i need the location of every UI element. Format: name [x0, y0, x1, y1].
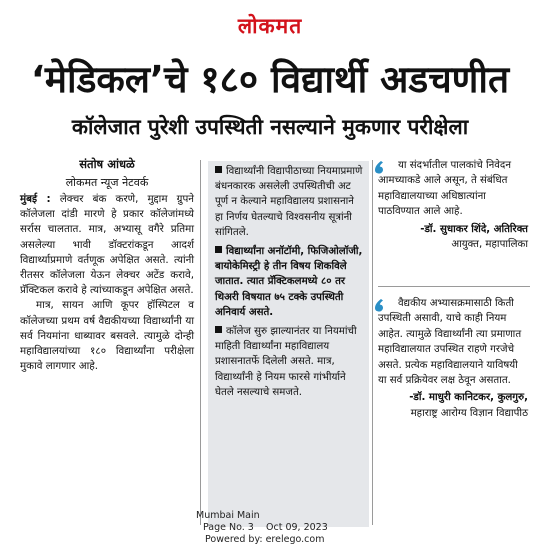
paragraph-2: मात्र, सायन आणि कूपर हॉस्पिटल व कॉलेजच्या प्रथम वर्ष वैद्यकीयच्या विद्यार्थ्यांनी या सर्व नियमांना धाब्यावर बसवले. त्यामुळे दोन्ही महाविद्यालयांच्या १८० विद्यार्थ्यांना परीक्षेला मुकावे लागणार आहे.	[20, 299, 194, 373]
quote-author-2: -डॉ. माधुरी कानिटकर, कुलगुरु,	[409, 392, 528, 404]
opening-quote-icon	[374, 298, 386, 312]
footer-date: Oct 09, 2023	[266, 522, 328, 533]
article-body	[20, 192, 194, 374]
bullet-square-icon	[215, 166, 222, 173]
quote-block-2	[378, 296, 528, 421]
key-point-1	[215, 164, 364, 240]
footer-page-number: Page No. 3	[203, 522, 254, 533]
key-point-2-text: विद्यार्थ्यांना अनॉटॉमी, फिजिओलॉजी, बायोकेमिस्ट्री हे तीन विषय शिकविले जातात. त्यात प्रॅक्टिकलमध्ये ८० तर थिअरी विषयात ७५ टक्के उपस्थिती अनिवार्य असते.	[215, 246, 363, 318]
paragraph-1	[20, 192, 194, 298]
footer-powered-by: Powered by: erelego.com	[205, 534, 325, 545]
author-byline: संतोष आंधळे	[79, 157, 135, 171]
masthead-logo: लोकमत	[237, 13, 303, 38]
paragraph-1-text: लेक्चर बंक करणे, मुद्दाम ग्रुपने कॉलेजला दांडी मारणे हे प्रकार कॉलेजांमध्ये सर्रास चालतात. मात्र, अभ्यासू वगैरे प्रतिमा असलेल्या भावी डॉक्टरांकडून आदर्श विद्यार्थ्याप्रमाणे वर्तणूक अपेक्षित असते. त्यांनी रीतसर कॉलेजला येऊन लेक्चर अटेंड करावे, प्रॅक्टिकल करावे हे त्यांच्याकडून अपेक्षित असते.	[20, 193, 195, 297]
bullet-square-icon	[215, 326, 222, 333]
bullet-square-icon	[215, 246, 222, 253]
key-point-3	[215, 324, 364, 400]
subheadline: कॉलेजात पुरेशी उपस्थिती नसल्याने मुकणार परीक्षेला	[71, 115, 469, 139]
quote-block-1	[378, 158, 528, 252]
dateline: मुंबई :	[20, 193, 51, 205]
key-point-1-text: विद्यार्थ्यांनी विद्यापीठाच्या नियमाप्रमाणे बंधनकारक असलेली उपस्थितीची अट पूर्ण न केल्याने महाविद्यालय प्रशासनाने हा निर्णय घेतल्याचे विश्वसनीय सूत्रांनी सांगितले.	[215, 166, 363, 238]
quote-text-1: या संदर्भातील पालकांचे निवेदन आमच्याकडे आले असून, ते संबंधित महाविद्यालयाच्या अधिष्ठात्यांना पाठविण्यात आले आहे.	[378, 160, 511, 218]
footer-edition: Mumbai Main	[196, 510, 260, 521]
key-point-2	[215, 244, 364, 320]
quote-text-2: वैद्यकीय अभ्यासक्रमासाठी किती उपस्थिती असावी, याचे काही नियम आहेत. त्यामुळे विद्यार्थ्यांनी त्या प्रमाणात महाविद्यालयात उपस्थित राहणे गरजेचे असते. प्रत्येक महाविद्यालयाने याविषयी या सर्व प्रक्रियेवर लक्ष ठेवून असतात.	[378, 298, 522, 387]
news-bureau: लोकमत न्यूज नेटवर्क	[65, 176, 149, 189]
divider-vertical-left	[200, 160, 201, 525]
quote-role-1: आयुक्त, महापालिका	[451, 239, 528, 251]
divider-horizontal	[378, 286, 530, 287]
key-point-3-text: कॉलेज सुरु झाल्यानंतर या नियमांची माहिती विद्यार्थ्यांना महाविद्यालय प्रशासनातर्फे दिलेली असते. मात्र, विद्यार्थ्यांनी हे नियम फारसे गांभीर्याने घेतले नसल्याचे समजते.	[215, 326, 357, 398]
quote-author-1: -डॉ. सुधाकर शिंदे, अतिरिक्त	[420, 223, 528, 235]
key-points-box	[208, 161, 369, 527]
quote-role-2: महाराष्ट्र आरोग्य विज्ञान विद्यापीठ	[410, 407, 528, 419]
headline: ‘मेडिकल’चे १८० विद्यार्थी अडचणीत	[30, 58, 510, 101]
opening-quote-icon	[374, 160, 386, 174]
divider-vertical-right	[372, 160, 373, 525]
